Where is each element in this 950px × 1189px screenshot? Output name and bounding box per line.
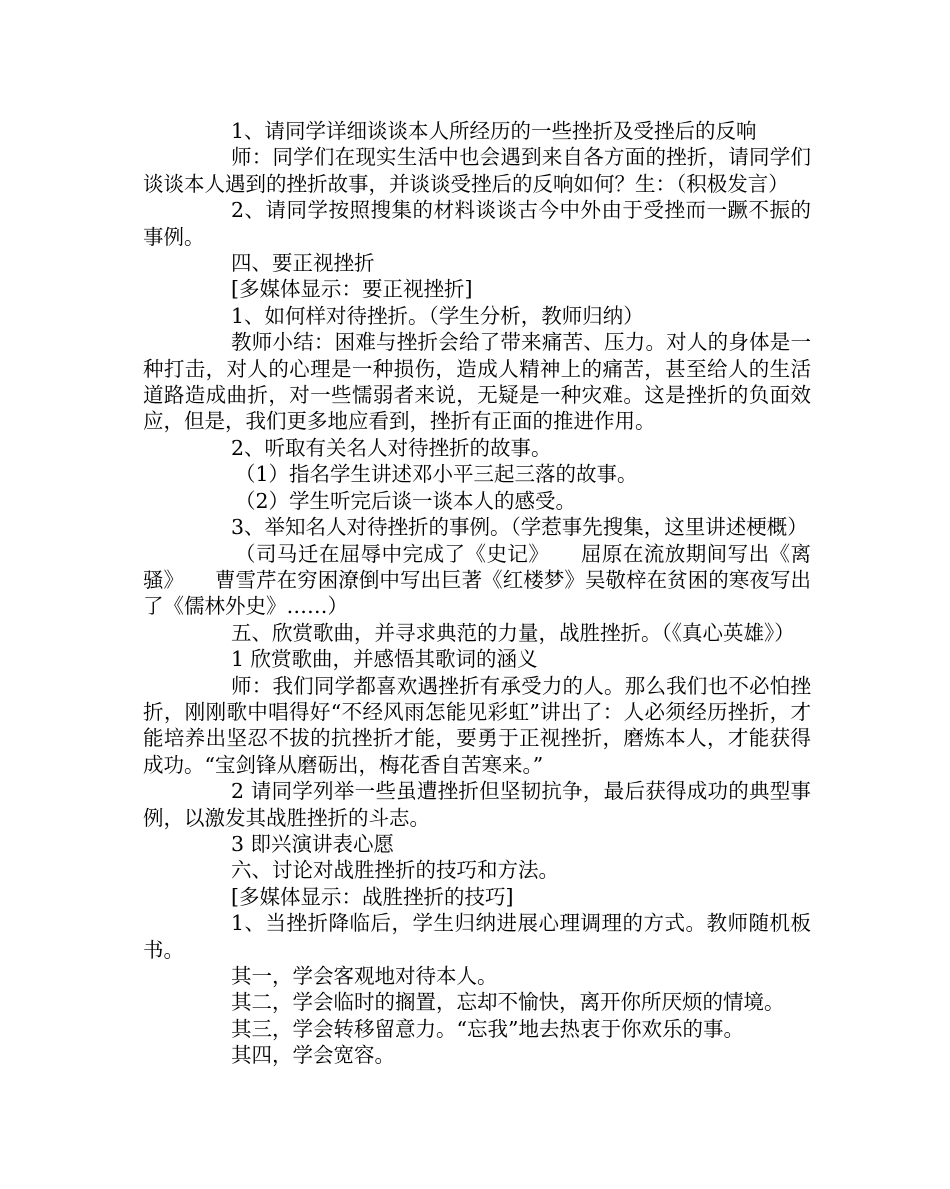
paragraph-6: 1、如何样对待挫折。（学生分析，教师归纳） [231, 303, 644, 328]
paragraph-1: 1、请同学详细谈谈本人所经历的一些挫折及受挫后的反响 [231, 119, 757, 143]
section-heading-4: 四、要正视挫折 [231, 251, 375, 276]
paragraph-2: 师：同学们在现实生活中也会遇到来自各方面的挫折，请同学们谈谈本人遇到的挫折故事，并谈谈受挫后的反响如何？生：（积极发言） [143, 145, 811, 196]
paragraph-11: 3、举知名人对待挫折的事例。（学惹事先搜集，这里讲述梗概） [231, 515, 808, 540]
paragraph-3: 2、请同学按照搜集的材料谈谈古今中外由于受挫而一蹶不振的事例。 [143, 198, 811, 249]
paragraph-16: 2 请同学列举一些虽遭挫折但坚韧抗争，最后获得成功的典型事例，以激发其战胜挫折的斗志。 [143, 779, 811, 830]
paragraph-8: 2、听取有关名人对待挫折的故事。 [231, 435, 552, 460]
teacher-summary: 教师小结：困难与挫折会给了带来痛苦、压力。对人的身体是一种打击，对人的心理是一种损伤，造成人精神上的痛苦，甚至给人的生活道路造成曲折，对一些懦弱者来说，无疑是一种灾难。这是挫折的负面效应，但是，我们更多地应看到，挫折有正面的推进作用。 [143, 330, 811, 434]
method-1: 其一，学会客观地对待本人。 [231, 964, 498, 988]
paragraph-20: 1、当挫折降临后，学生归纳进展心理调理的方式。教师随机板书。 [143, 911, 811, 962]
multimedia-note-1: [多媒体显示：要正视挫折] [231, 277, 473, 302]
document-page [143, 118, 811, 1069]
paragraph-17: 3 即兴演讲表心愿 [231, 831, 395, 856]
paragraph-9: （1）指名学生讲述邓小平三起三落的故事。 [235, 462, 638, 487]
teacher-speech: 师：我们同学都喜欢遇挫折有承受力的人。那么我们也不必怕挫折，刚刚歌中唱得好“不经风雨怎能见彩虹”讲出了：人必须经历挫折，才能培养出坚忍不拔的抗挫折才能，要勇于正视挫折，磨炼本人，才能获得成功。“宝剑锋从磨砺出，梅花香自苦寒来。” [143, 673, 811, 777]
section-heading-6: 六、讨论对战胜挫折的技巧和方法。 [231, 858, 559, 883]
method-3: 其三，学会转移留意力。“忘我”地去热衷于你欢乐的事。 [231, 1016, 744, 1041]
section-heading-5: 五、欣赏歌曲，并寻求典范的力量，战胜挫折。（《真心英雄》） [231, 620, 795, 645]
method-4: 其四，学会宽容。 [231, 1043, 395, 1068]
paragraph-14: 1 欣赏歌曲，并感悟其歌词的涵义 [231, 647, 538, 672]
method-2: 其二，学会临时的搁置，忘却不愉快，离开你所厌烦的情境。 [231, 990, 785, 1015]
famous-examples: （司马迁在屈辱中完成了《史记》 屈原在流放期间写出《离骚》 曹雪芹在穷困潦倒中写出巨著《红楼梦》吴敬梓在贫困的寒夜写出了《儒林外史》……） [143, 541, 811, 619]
multimedia-note-2: [多媒体显示：战胜挫折的技巧] [231, 884, 514, 909]
paragraph-10: （2）学生听完后谈一谈本人的感受。 [235, 488, 577, 513]
